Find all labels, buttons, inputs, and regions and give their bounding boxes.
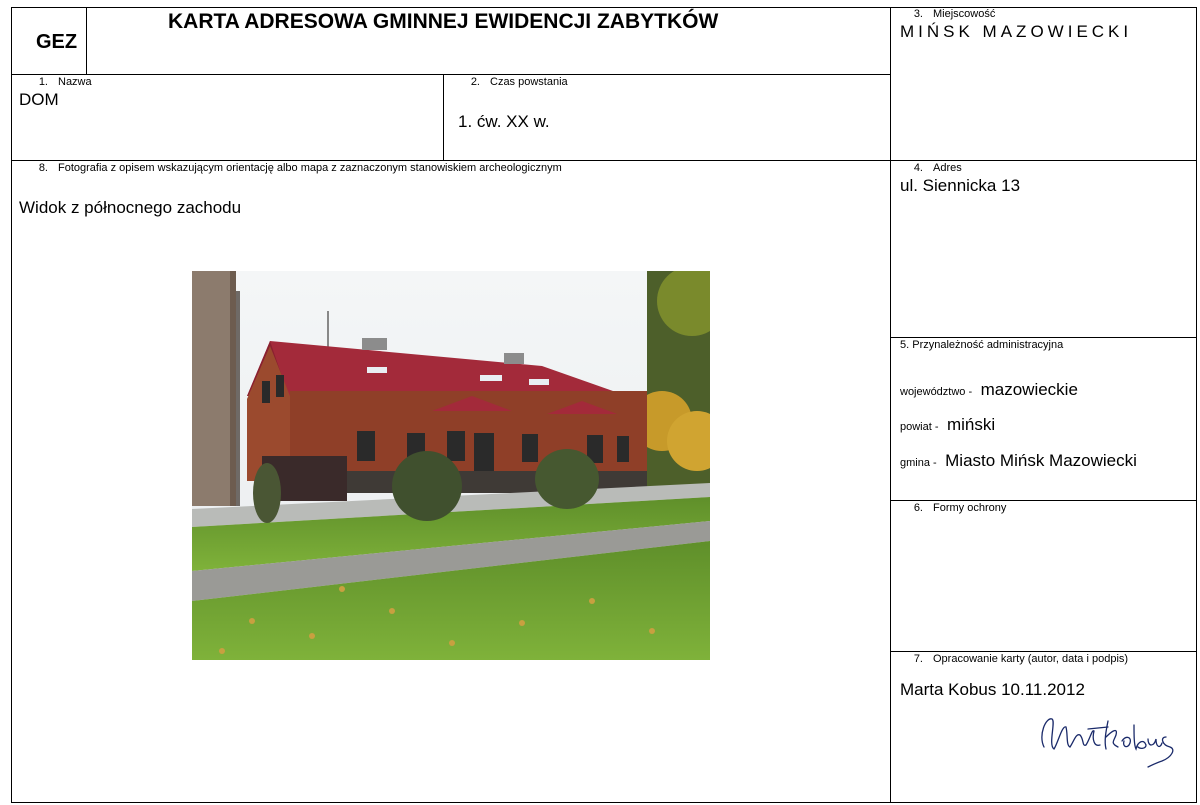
- right-column-divider: [890, 7, 891, 803]
- miejscowosc-number: 3.: [913, 8, 923, 20]
- opracowanie-label-text: Opracowanie karty (autor, data i podpis): [933, 653, 1129, 665]
- nazwa-label: [22, 76, 92, 88]
- adres-value: ul. Siennicka 13: [900, 176, 1021, 195]
- admin-label: 5. Przynależność administracyjna: [900, 339, 1064, 351]
- admin-bottom-line: [890, 500, 1197, 501]
- czas-label: [454, 76, 568, 88]
- ochrona-label-text: Formy ochrony: [933, 502, 1007, 514]
- wojewodztwo-value: mazowieckie: [980, 380, 1078, 399]
- czas-number: 2.: [470, 76, 480, 88]
- opracowanie-label: [897, 653, 1128, 665]
- miejscowosc-label: [897, 8, 995, 20]
- nazwa-label-text: Nazwa: [58, 76, 92, 88]
- adres-number: 4.: [913, 162, 923, 174]
- opracowanie-number: 7.: [913, 653, 923, 665]
- miejscowosc-value: MIŃSK MAZOWIECKI: [900, 22, 1133, 41]
- foto-number: 8.: [38, 162, 48, 174]
- adres-label: [897, 162, 962, 174]
- foto-label: [22, 162, 562, 174]
- wojewodztwo-label: województwo -: [900, 386, 973, 398]
- adres-label-text: Adres: [933, 162, 962, 174]
- adres-bottom-line: [890, 337, 1197, 338]
- row2-bottom-line: [11, 160, 1197, 161]
- powiat-value: miński: [946, 415, 996, 434]
- ochrona-label: [897, 502, 1006, 514]
- wojewodztwo-row: [900, 380, 1078, 400]
- gmina-row: [900, 451, 1137, 471]
- gmina-value: Miasto Mińsk Mazowiecki: [945, 451, 1137, 470]
- czas-label-text: Czas powstania: [490, 76, 568, 88]
- gmina-label: gmina -: [900, 457, 937, 469]
- ochrona-number: 6.: [913, 502, 923, 514]
- foto-caption: Widok z północnego zachodu: [19, 198, 242, 217]
- powiat-label: powiat -: [900, 421, 939, 433]
- gez-code: GEZ: [36, 31, 78, 53]
- header-bottom-line: [11, 74, 891, 75]
- nazwa-number: 1.: [38, 76, 48, 88]
- powiat-row: [900, 415, 995, 435]
- building-photo: [192, 271, 710, 660]
- ochrona-bottom-line: [890, 651, 1197, 652]
- miejscowosc-label-text: Miejscowość: [933, 8, 996, 20]
- nazwa-czas-divider: [443, 74, 444, 160]
- handwritten-signature: [1030, 705, 1180, 770]
- card-title: KARTA ADRESOWA GMINNEJ EWIDENCJI ZABYTKÓW: [168, 10, 719, 33]
- opracowanie-value: Marta Kobus 10.11.2012: [900, 680, 1085, 699]
- nazwa-value: DOM: [19, 90, 59, 109]
- gez-divider: [86, 7, 87, 74]
- czas-value: 1. ćw. XX w.: [458, 112, 550, 131]
- foto-label-text: Fotografia z opisem wskazującym orientację albo mapa z zaznaczonym stanowiskiem archeologicznym: [58, 162, 562, 174]
